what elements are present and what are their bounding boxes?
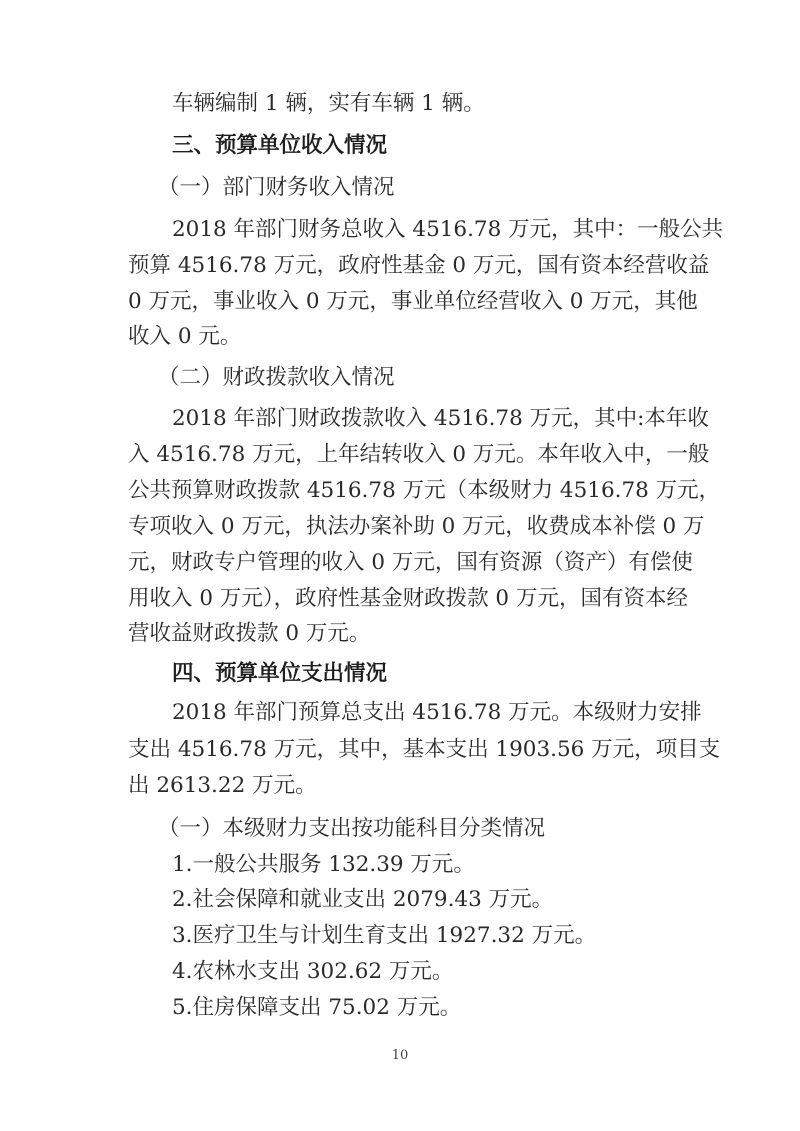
list-item: 3.医疗卫生与计划生育支出 1927.32 万元。	[172, 923, 597, 948]
paragraph-line: 专项收入 0 万元，执法办案补助 0 万元，收费成本补偿 0 万	[128, 514, 705, 539]
subsection-heading: （一）本级财力支出按功能科目分类情况	[158, 816, 546, 841]
page-number: 10	[391, 1048, 409, 1063]
paragraph-line: 0 万元，事业收入 0 万元，事业单位经营收入 0 万元，其他	[128, 289, 698, 314]
list-item: 4.农林水支出 302.62 万元。	[172, 959, 454, 984]
paragraph-line: 公共预算财政拨款 4516.78 万元（本级财力 4516.78 万元，	[128, 478, 721, 503]
list-item: 5.住房保障支出 75.02 万元。	[172, 995, 462, 1020]
subsection-heading: （一）部门财务收入情况	[158, 175, 395, 200]
paragraph-line: 支出 4516.78 万元，其中，基本支出 1903.56 万元，项目支	[128, 737, 721, 762]
section-heading: 三、预算单位收入情况	[172, 133, 388, 158]
list-item: 1.一般公共服务 132.39 万元。	[172, 852, 475, 877]
list-item: 2.社会保障和就业支出 2079.43 万元。	[172, 887, 554, 912]
paragraph-line: 2018 年部门预算总支出 4516.78 万元。本级财力安排	[172, 700, 702, 725]
paragraph-line: 2018 年部门财务总收入 4516.78 万元，其中：一般公共	[172, 217, 724, 242]
paragraph-line: 元，财政专户管理的收入 0 万元，国有资源（资产）有偿使	[128, 550, 693, 575]
paragraph-line: 营收益财政拨款 0 万元。	[128, 621, 371, 646]
subsection-heading: （二）财政拨款收入情况	[158, 365, 395, 390]
paragraph-line: 收入 0 元。	[128, 324, 242, 349]
paragraph-line: 用收入 0 万元），政府性基金财政拨款 0 万元，国有资本经	[128, 586, 688, 611]
paragraph-line: 预算 4516.78 万元，政府性基金 0 万元，国有资本经营收益	[128, 253, 710, 278]
paragraph-line: 入 4516.78 万元，上年结转收入 0 万元。本年收入中，一般	[128, 442, 710, 467]
paragraph-line: 出 2613.22 万元。	[128, 773, 317, 798]
paragraph-line: 车辆编制 1 辆，实有车辆 1 辆。	[172, 91, 485, 116]
paragraph-line: 2018 年部门财政拨款收入 4516.78 万元，其中:本年收	[172, 406, 709, 431]
section-heading: 四、预算单位支出情况	[172, 661, 388, 686]
